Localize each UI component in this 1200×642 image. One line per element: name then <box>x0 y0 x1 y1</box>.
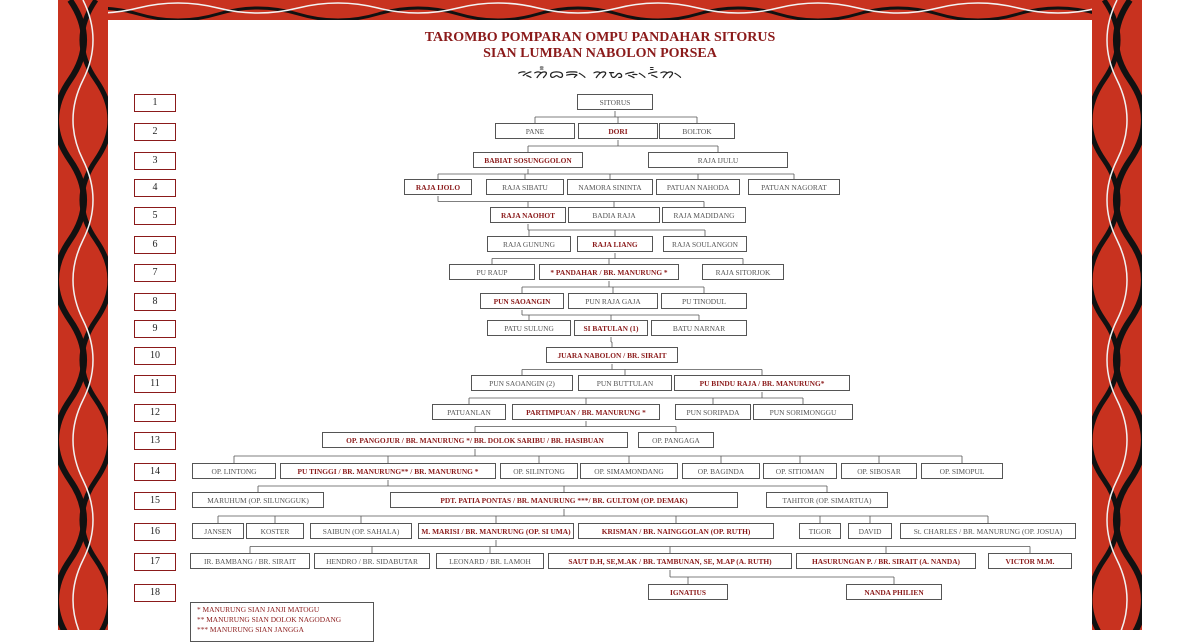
tree-node: RAJA SITORJOK <box>702 264 784 280</box>
tree-node: VICTOR M.M. <box>988 553 1072 569</box>
title-line-2: SIAN LUMBAN NABOLON PORSEA <box>483 46 717 61</box>
generation-label: 5 <box>134 207 176 225</box>
tree-node: HASURUNGAN P. / BR. SIRAIT (A. NANDA) <box>796 553 976 569</box>
tree-node: PUN RAJA GAJA <box>568 293 658 309</box>
generation-label: 8 <box>134 293 176 311</box>
tree-node: KRISMAN / BR. NAINGGOLAN (OP. RUTH) <box>578 523 774 539</box>
legend-item: *** MANURUNG SIAN JANGGA <box>197 625 304 634</box>
tree-node: KOSTER <box>246 523 304 539</box>
generation-label: 3 <box>134 152 176 170</box>
tree-node: OP. SIMOPUL <box>921 463 1003 479</box>
tree-node: OP. BAGINDA <box>682 463 760 479</box>
tree-node: RAJA IJOLO <box>404 179 472 195</box>
tree-node: RAJA GUNUNG <box>487 236 571 252</box>
generation-label: 1 <box>134 94 176 112</box>
generation-label: 12 <box>134 404 176 422</box>
title-line-1: TAROMBO POMPARAN OMPU PANDAHAR SITORUS <box>424 30 776 45</box>
tree-node: PATUANLAN <box>432 404 506 420</box>
tree-node: NANDA PHILIEN <box>846 584 942 600</box>
tree-node: DORI <box>578 123 658 139</box>
legend-box <box>190 602 374 642</box>
generation-label: 13 <box>134 432 176 450</box>
tree-node: PUN SORIMONGGU <box>753 404 853 420</box>
generation-label: 6 <box>134 236 176 254</box>
tree-node: RAJA LIANG <box>577 236 653 252</box>
tree-node: SITORUS <box>577 94 653 110</box>
tree-node: PUN SAOANGIN <box>480 293 564 309</box>
tree-node: PATUAN NAGORAT <box>748 179 840 195</box>
tree-node: BADIA RAJA <box>568 207 660 223</box>
tree-node: St. CHARLES / BR. MANURUNG (OP. JOSUA) <box>900 523 1076 539</box>
tree-node: PU BINDU RAJA / BR. MANURUNG* <box>674 375 850 391</box>
tree-node: TIGOR <box>799 523 841 539</box>
legend-item: * MANURUNG SIAN JANJI MATOGU <box>197 605 320 614</box>
tree-sheet <box>108 20 1092 634</box>
tree-node: PU RAUP <box>449 264 535 280</box>
tree-node: PU TINODUL <box>661 293 747 309</box>
tree-node: RAJA MADIDANG <box>662 207 746 223</box>
tree-node: PU TINGGI / BR. MANURUNG** / BR. MANURUNG * <box>280 463 496 479</box>
tree-node: MARUHUM (OP. SILUNGGUK) <box>192 492 324 508</box>
tree-node: PATUAN NAHODA <box>656 179 740 195</box>
tree-node: BOLTOK <box>659 123 735 139</box>
tree-node: PATU SULUNG <box>487 320 571 336</box>
tree-node: BATU NARNAR <box>651 320 747 336</box>
legend-item: ** MANURUNG SIAN DOLOK NAGODANG <box>197 615 342 624</box>
tree-node: RAJA NAOHOT <box>490 207 566 223</box>
tree-node: IR. BAMBANG / BR. SIRAIT <box>190 553 310 569</box>
frame-right-ornament <box>1092 0 1142 630</box>
tree-node: NAMORA SININTA <box>567 179 653 195</box>
tree-node: HENDRO / BR. SIDABUTAR <box>314 553 430 569</box>
tree-node: JANSEN <box>192 523 244 539</box>
frame-left-ornament <box>58 0 108 630</box>
tree-node: PANE <box>495 123 575 139</box>
tree-node: JUARA NABOLON / BR. SIRAIT <box>546 347 678 363</box>
tree-node: PARTIMPUAN / BR. MANURUNG * <box>512 404 660 420</box>
generation-label: 10 <box>134 347 176 365</box>
tree-node: DAVID <box>848 523 892 539</box>
generation-label: 15 <box>134 492 176 510</box>
tree-node: M. MARISI / BR. MANURUNG (OP. SI UMA) <box>418 523 574 539</box>
tree-node: RAJA SOULANGON <box>663 236 747 252</box>
generation-label: 9 <box>134 320 176 338</box>
frame-top-ornament <box>58 0 1142 20</box>
tree-node: PUN SAOANGIN (2) <box>471 375 573 391</box>
generation-label: 17 <box>134 553 176 571</box>
tree-node: OP. SIMAMONDANG <box>580 463 678 479</box>
tree-node: * PANDAHAR / BR. MANURUNG * <box>539 264 679 280</box>
tree-node: TAHITOR (OP. SIMARTUA) <box>766 492 888 508</box>
batak-script-line: ᯕᯂ᯦ᯅᯒ᯲ ᯂᯗᯐ᯲ᯑ᯦ᯂ᯲ <box>517 66 683 82</box>
tree-node: IGNATIUS <box>648 584 728 600</box>
tree-node: OP. SILINTONG <box>500 463 578 479</box>
tree-node: OP. PANGAGA <box>638 432 714 448</box>
generation-label: 4 <box>134 179 176 197</box>
generation-label: 14 <box>134 463 176 481</box>
tree-node: OP. PANGOJUR / BR. MANURUNG */ BR. DOLOK SARIBU / BR. HASIBUAN <box>322 432 628 448</box>
tree-node: SAIBUN (OP. SAHALA) <box>310 523 412 539</box>
tree-node: RAJA SIBATU <box>486 179 564 195</box>
generation-label: 7 <box>134 264 176 282</box>
tree-node: SI BATULAN (1) <box>574 320 648 336</box>
generation-label: 11 <box>134 375 176 393</box>
tree-node: SAUT D.H, SE,M.AK / BR. TAMBUNAN, SE, M.AP (A. RUTH) <box>548 553 792 569</box>
tree-node: OP. LINTONG <box>192 463 276 479</box>
tree-node: LEONARD / BR. LAMOH <box>436 553 544 569</box>
generation-label: 2 <box>134 123 176 141</box>
tree-node: PUN SORIPADA <box>675 404 751 420</box>
generation-label: 18 <box>134 584 176 602</box>
tree-node: BABIAT SOSUNGGOLON <box>473 152 583 168</box>
tree-node: RAJA IJULU <box>648 152 788 168</box>
tree-node: OP. SITIOMAN <box>763 463 837 479</box>
generation-label: 16 <box>134 523 176 541</box>
tree-node: PUN BUTTULAN <box>578 375 672 391</box>
tree-node: OP. SIBOSAR <box>841 463 917 479</box>
tree-node: PDT. PATIA PONTAS / BR. MANURUNG ***/ BR. GULTOM (OP. DEMAK) <box>390 492 738 508</box>
